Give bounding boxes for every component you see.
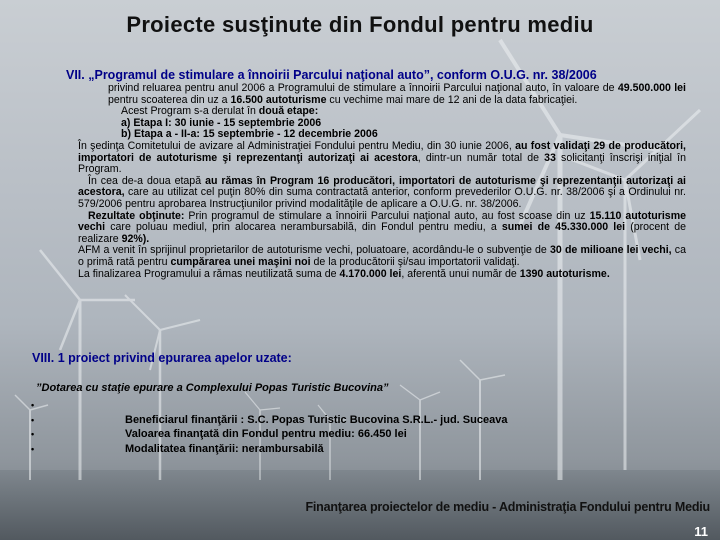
paragraph-unused-sum <box>78 269 686 281</box>
list-item <box>31 398 507 413</box>
total-applicants-text: 33 <box>544 151 556 164</box>
list-item-text: Valoarea finanţată din Fondul pentru mediu: 66.450 lei <box>125 428 407 440</box>
scrapped-cars-text: 15.110 autoturisme vechi <box>78 209 687 234</box>
project-details-list <box>31 398 507 456</box>
stages-label: două etape: <box>258 105 319 118</box>
text-span: care poluau mediul, prin alocarea nerambursabilă, din Fondul pentru mediu, a <box>105 221 502 234</box>
list-item-text: Beneficiarul finanţării : S.C. Popas Turistic Bucovina S.R.L.- jud. Suceava <box>125 413 508 426</box>
section-viii-heading: VIII. 1 proiect privind epurarea apelor uzate: <box>32 351 292 365</box>
paragraph-program-description <box>78 83 686 106</box>
text-span: ca o primă rată pentru <box>78 244 686 268</box>
subsidy-text: 30 de milioane lei vechi, <box>549 244 672 257</box>
stage-1-text: a) Etapa I: 30 iunie - 15 septembrie 2006 <box>121 116 322 129</box>
validated-producers-text: au fost validaţi 29 de producători, importatori de autoturisme şi reprezentanţi autorizaţi ai acestora <box>78 139 687 164</box>
completion-percent: 92% <box>121 232 143 245</box>
bullet-icon: • <box>31 400 35 410</box>
text-span: În şedinţa Comitetului de avizare al Administraţiei Fondului pentru Mediu, din 30 iunie 2006, <box>78 139 516 152</box>
stage-2-text: b) Etapa a - II-a: 15 septembrie - 12 decembrie 2006 <box>121 128 378 141</box>
paragraph-second-stage <box>78 176 686 211</box>
text-span: cu vechime mai mare de 12 ani de la data fabricaţiei. <box>326 93 578 106</box>
cars-count-text: 16.500 autoturisme <box>230 93 327 106</box>
unused-cars-text: 1390 autoturisme. <box>519 267 610 280</box>
footer-caption: Finanţarea proiectelor de mediu - Administraţia Fondului pentru Mediu <box>305 500 710 514</box>
section-vii-heading: VII. „Programul de stimulare a înnoirii Parcului naţional auto”, conform O.U.G. nr. 38/2006 <box>66 68 597 82</box>
text-span: privind reluarea pentru anul 2006 a Programului de stimulare a înnoirii Parcului naţional auto, în valoare de <box>108 82 618 94</box>
bullet-icon: • <box>31 414 35 425</box>
text-span: , dintr-un număr total de <box>417 151 545 164</box>
results-label: Rezultate obţinute: <box>88 209 185 222</box>
text-span: de la producătorii şi/sau importatorii validaţi. <box>310 255 520 268</box>
amount-text: 49.500.000 lei <box>617 82 686 94</box>
bullet-icon: • <box>31 443 35 454</box>
sum-text: sumei de 45.330.000 lei <box>501 221 626 234</box>
list-item <box>31 413 507 428</box>
text-span: Acest Program s-a derulat în <box>121 105 259 118</box>
list-item <box>31 442 507 457</box>
text-span: AFM a venit în sprijinul proprietarilor de autoturisme vechi, poluatoare, acordându-le o subvenţie de <box>78 244 550 257</box>
section-vii-body <box>78 83 686 280</box>
slide-title: Proiecte susţinute din Fondul pentru mediu <box>126 12 594 37</box>
text-span: care au utilizat cel puţin 80% din suma contractată anterior, conform prevederilor O.U.G. nr. 38/2006 şi a Ordinului nr. 579/2006 pentru aprobarea Instrucţiunilor privind modalităţile de aplicare a O.U.G. nr. 38/2006. <box>78 186 686 210</box>
text-span: , aferentă unui număr de <box>401 267 520 280</box>
paragraph-validation <box>78 141 686 176</box>
text-span: Prin programul de stimulare a înnoirii Parcului naţional auto, au fost scoase din uz <box>184 209 590 222</box>
text-span: ). <box>142 232 150 245</box>
unused-sum-text: 4.170.000 lei <box>339 267 402 280</box>
text-span: solicitanţi înscrişi iniţial în Program. <box>78 151 686 176</box>
text-span: La finalizarea Programului a rămas neutilizată suma de <box>78 267 340 280</box>
list-item-text <box>41 398 125 413</box>
bullet-icon: • <box>31 429 35 439</box>
paragraph-results <box>78 211 686 246</box>
paragraph-afm-support <box>78 245 686 268</box>
page-number: 11 <box>694 524 708 539</box>
project-title: ”Dotarea cu staţie epurare a Complexului Popas Turistic Bucovina” <box>36 382 389 394</box>
remaining-producers-text: au rămas în Program 16 producători, importatori de autoturisme şi reprezentanţii autorizaţi ai acestora, <box>78 174 686 199</box>
new-car-text: cumpărarea unei maşini noi <box>170 255 311 268</box>
text-span: În cea de-a doua etapă <box>88 174 206 187</box>
text-span: pentru scoaterea din uz a <box>108 93 231 106</box>
list-item-text: Modalitatea finanţării: nerambursabilă <box>125 442 324 455</box>
text-span: (procent de realizare <box>78 221 686 245</box>
list-item <box>31 427 507 442</box>
